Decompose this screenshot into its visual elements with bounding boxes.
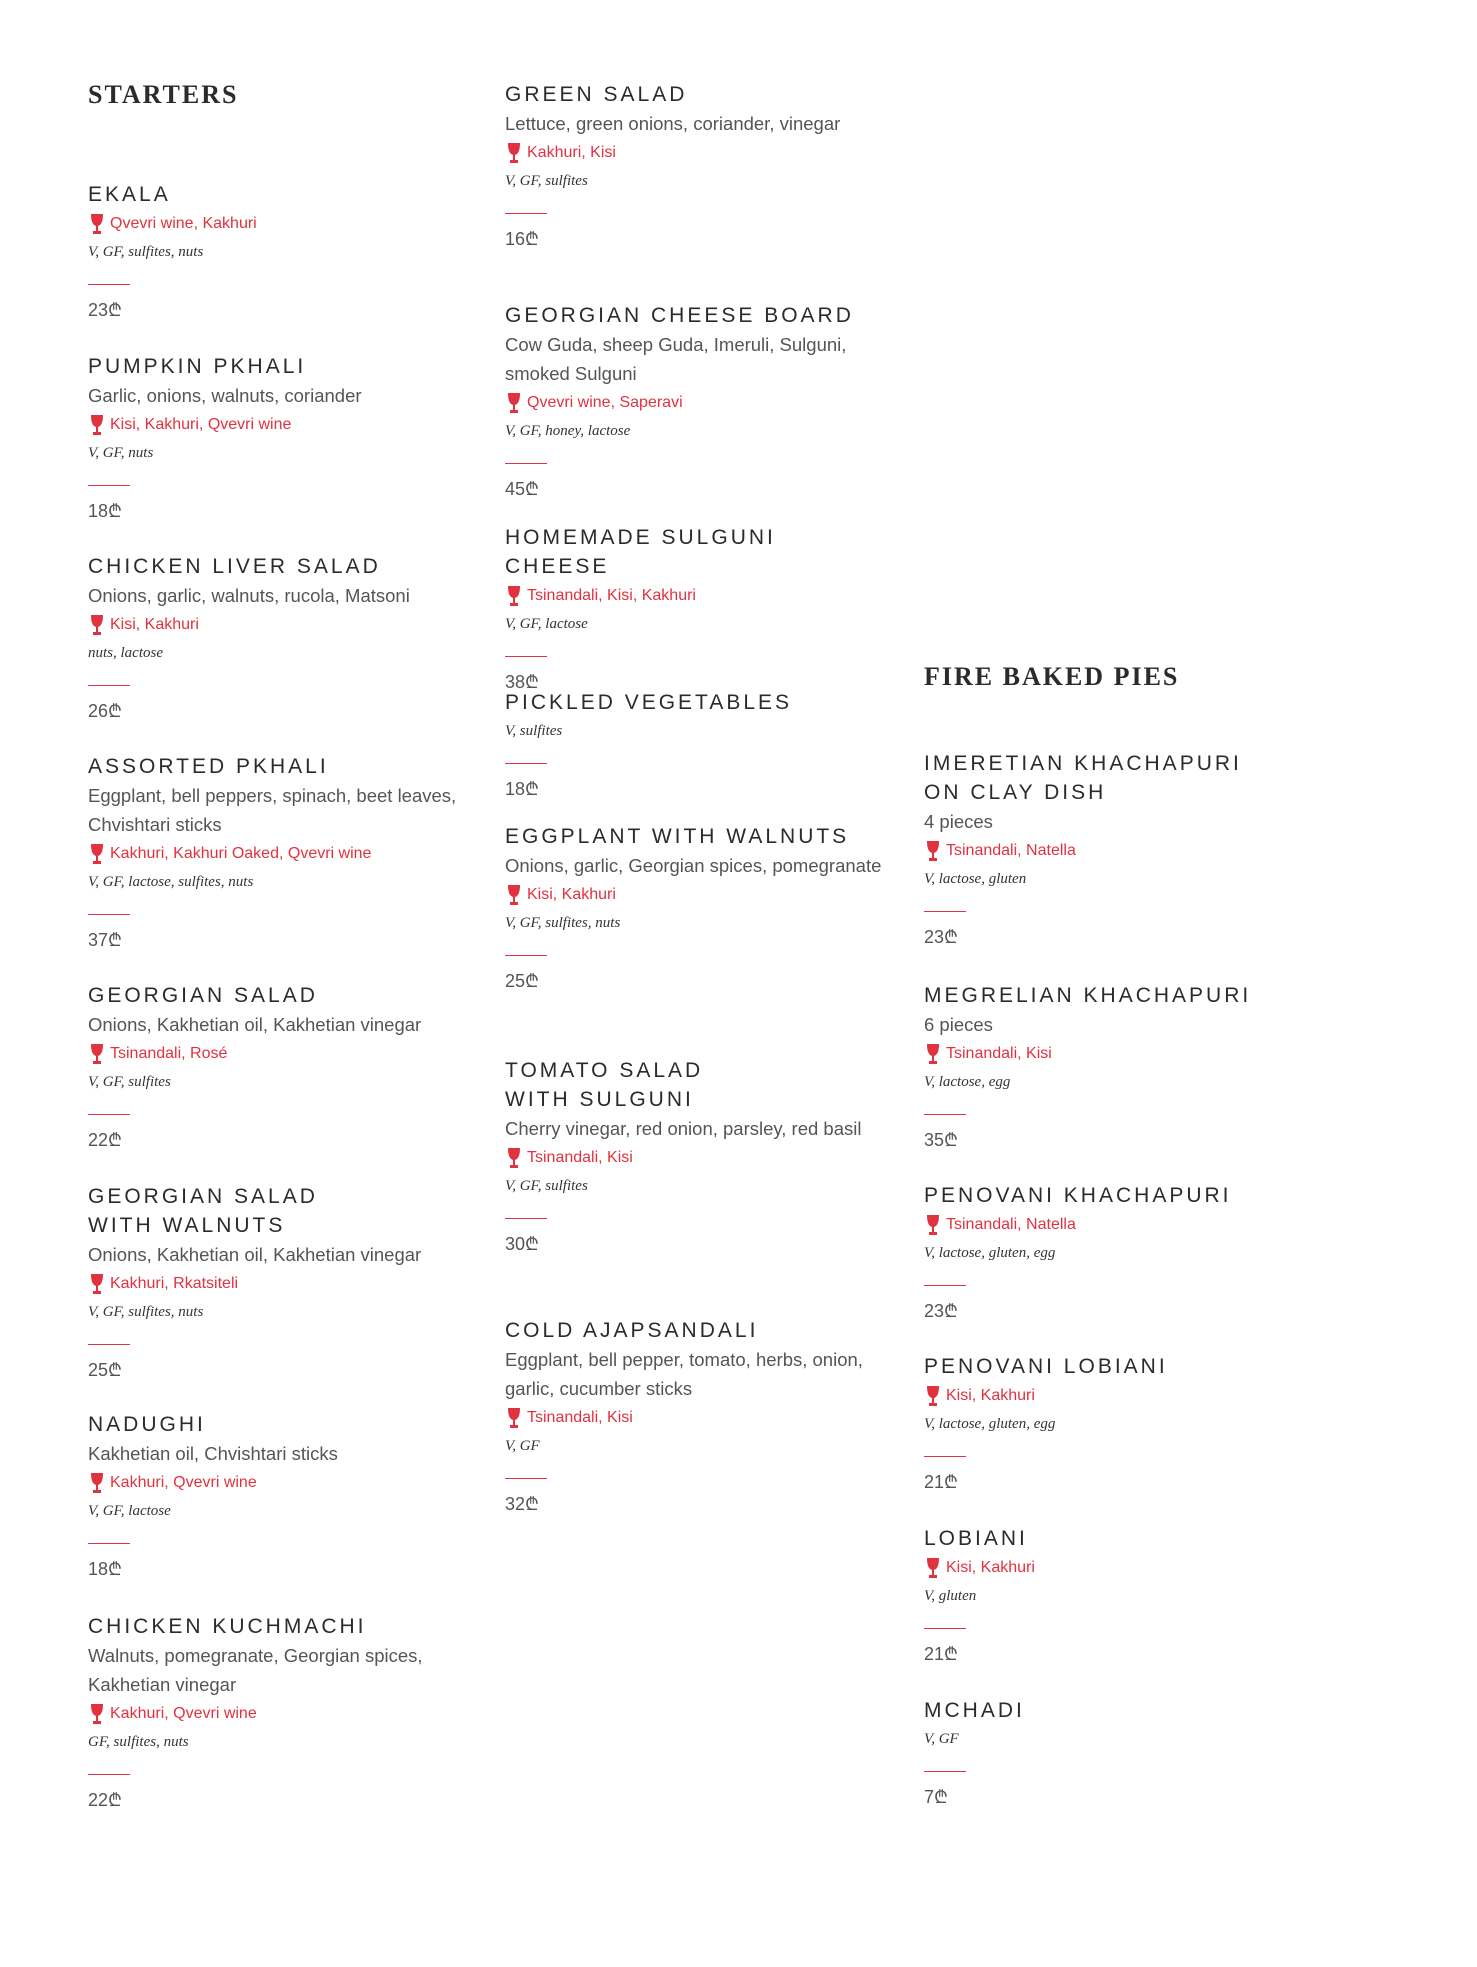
divider — [505, 1218, 547, 1219]
menu-item — [924, 1524, 1304, 1667]
menu-item — [505, 523, 885, 695]
menu-item-price: 18₾ — [88, 1559, 122, 1579]
wine-pairing-text: Kisi, Kakhuri, Qvevri wine — [110, 416, 292, 433]
menu-item-description: Onions, garlic, walnuts, rucola, Matsoni — [88, 585, 410, 606]
menu-item-name: MEGRELIAN KHACHAPURI — [924, 984, 1252, 1007]
dietary-info: V, GF, sulfites, nuts — [88, 1304, 204, 1320]
wine-pairing-text: Kisi, Kakhuri — [946, 1387, 1035, 1404]
menu-item-price: 22₾ — [88, 1130, 122, 1150]
wine-pairing-text: Tsinandali, Kisi — [946, 1045, 1052, 1062]
dietary-info: V, sulfites — [505, 723, 563, 739]
menu-item-name: IMERETIAN KHACHAPURI ON CLAY DISH — [924, 752, 1242, 804]
menu-item-name: NADUGHI — [88, 1413, 206, 1436]
wine-glass-icon — [924, 1214, 942, 1236]
wine-pairing — [505, 1403, 885, 1432]
wine-pairing-text: Kisi, Kakhuri — [110, 616, 199, 633]
menu-item — [88, 981, 458, 1153]
wine-pairing-text: Kakhuri, Kisi — [527, 144, 616, 161]
menu-item-price: 23₾ — [924, 927, 958, 947]
wine-glass-icon — [88, 843, 106, 865]
wine-pairing-text: Kakhuri, Rkatsiteli — [110, 1275, 239, 1292]
dietary-info: V, GF, lactose — [505, 616, 588, 632]
divider — [88, 1344, 130, 1345]
menu-item-name: GEORGIAN CHEESE BOARD — [505, 304, 854, 327]
menu-item-price: 21₾ — [924, 1644, 958, 1664]
wine-pairing — [924, 1553, 1304, 1582]
wine-glass-icon — [88, 1043, 106, 1065]
wine-pairing — [924, 1039, 1304, 1068]
wine-pairing-text: Qvevri wine, Kakhuri — [110, 215, 257, 232]
menu-item-description: 4 pieces — [924, 811, 993, 832]
section-title-fire-baked-pies: FIRE BAKED PIES — [924, 662, 1180, 691]
wine-glass-icon — [88, 1273, 106, 1295]
menu-item — [505, 688, 885, 802]
wine-pairing — [924, 1210, 1304, 1239]
divider — [88, 485, 130, 486]
menu-item-price: 16₾ — [505, 229, 539, 249]
wine-pairing-text: Tsinandali, Natella — [946, 1216, 1076, 1233]
divider — [924, 1285, 966, 1286]
menu-item — [505, 1056, 885, 1257]
menu-item-price: 25₾ — [505, 971, 539, 991]
menu-item-price: 37₾ — [88, 930, 122, 950]
menu-item-description: Onions, garlic, Georgian spices, pomegranate — [505, 855, 882, 876]
menu-item-name: CHICKEN KUCHMACHI — [88, 1615, 367, 1638]
wine-glass-icon — [505, 1147, 523, 1169]
menu-item-name: LOBIANI — [924, 1527, 1028, 1550]
divider — [88, 1114, 130, 1115]
menu-item-price: 23₾ — [88, 300, 122, 320]
divider — [88, 685, 130, 686]
divider — [924, 1771, 966, 1772]
dietary-info: V, lactose, gluten, egg — [924, 1245, 1056, 1261]
wine-pairing-text: Kakhuri, Qvevri wine — [110, 1474, 257, 1491]
menu-item-description: Onions, Kakhetian oil, Kakhetian vinegar — [88, 1244, 422, 1265]
dietary-info: V, lactose, gluten, egg — [924, 1416, 1056, 1432]
wine-pairing-text: Kisi, Kakhuri — [946, 1559, 1035, 1576]
menu-item-price: 18₾ — [88, 501, 122, 521]
wine-pairing-text: Tsinandali, Kisi, Kakhuri — [527, 587, 696, 604]
wine-glass-icon — [505, 142, 523, 164]
dietary-info: V, GF, sulfites, nuts — [505, 915, 621, 931]
menu-item-name: EKALA — [88, 183, 171, 206]
wine-glass-icon — [505, 392, 523, 414]
menu-item-description: Lettuce, green onions, coriander, vinegar — [505, 113, 841, 134]
dietary-info: V, lactose, egg — [924, 1074, 1011, 1090]
menu-item-price: 25₾ — [88, 1360, 122, 1380]
menu-item-name: MCHADI — [924, 1699, 1025, 1722]
dietary-info: V, GF, sulfites — [505, 1178, 588, 1194]
dietary-info: V, GF — [924, 1731, 959, 1747]
menu-item-description: Walnuts, pomegranate, Georgian spices, Kakhetian vinegar — [88, 1645, 423, 1695]
wine-pairing-text: Kisi, Kakhuri — [527, 886, 616, 903]
wine-glass-icon — [924, 840, 942, 862]
wine-pairing — [88, 1699, 458, 1728]
wine-pairing-text: Tsinandali, Rosé — [110, 1045, 228, 1062]
section-title-starters: STARTERS — [88, 80, 239, 109]
menu-item — [924, 1352, 1304, 1495]
menu-item — [505, 301, 885, 502]
menu-item-price: 23₾ — [924, 1301, 958, 1321]
menu-item — [88, 1182, 458, 1383]
menu-item-name: HOMEMADE SULGUNI CHEESE — [505, 526, 776, 578]
menu-item-description: Onions, Kakhetian oil, Kakhetian vinegar — [88, 1014, 422, 1035]
menu-item — [505, 822, 885, 994]
wine-pairing — [88, 1468, 458, 1497]
menu-item-name: ASSORTED PKHALI — [88, 755, 329, 778]
menu-item-description: Cherry vinegar, red onion, parsley, red basil — [505, 1118, 862, 1139]
wine-pairing — [505, 880, 885, 909]
wine-glass-icon — [505, 884, 523, 906]
wine-pairing-text: Tsinandali, Kisi — [527, 1149, 633, 1166]
menu-item-name: PENOVANI KHACHAPURI — [924, 1184, 1232, 1207]
menu-item-price: 32₾ — [505, 1494, 539, 1514]
divider — [88, 284, 130, 285]
divider — [505, 463, 547, 464]
menu-item-name: EGGPLANT WITH WALNUTS — [505, 825, 850, 848]
wine-pairing-text: Tsinandali, Natella — [946, 842, 1076, 859]
menu-item-name: COLD AJAPSANDALI — [505, 1319, 759, 1342]
menu-item — [88, 1612, 458, 1813]
divider — [505, 955, 547, 956]
menu-item-description: Garlic, onions, walnuts, coriander — [88, 385, 362, 406]
menu-item-name: GREEN SALAD — [505, 83, 688, 106]
wine-glass-icon — [924, 1385, 942, 1407]
wine-pairing-text: Qvevri wine, Saperavi — [527, 394, 683, 411]
wine-pairing-text: Kakhuri, Qvevri wine — [110, 1705, 257, 1722]
menu-item-price: 26₾ — [88, 701, 122, 721]
wine-pairing — [505, 138, 885, 167]
menu-item-price: 45₾ — [505, 479, 539, 499]
wine-glass-icon — [924, 1043, 942, 1065]
divider — [924, 1628, 966, 1629]
dietary-info: V, GF, sulfites — [88, 1074, 171, 1090]
menu-item-description: Kakhetian oil, Chvishtari sticks — [88, 1443, 338, 1464]
wine-pairing — [505, 388, 885, 417]
dietary-info: V, GF — [505, 1438, 540, 1454]
menu-item-description: 6 pieces — [924, 1014, 993, 1035]
menu-item-name: PICKLED VEGETABLES — [505, 691, 793, 714]
wine-glass-icon — [88, 1703, 106, 1725]
divider — [88, 1543, 130, 1544]
divider — [505, 656, 547, 657]
wine-glass-icon — [88, 1472, 106, 1494]
wine-pairing — [88, 1269, 458, 1298]
menu-item — [924, 1181, 1304, 1324]
dietary-info: V, GF, honey, lactose — [505, 423, 631, 439]
menu-item-name: GEORGIAN SALAD WITH WALNUTS — [88, 1185, 318, 1237]
dietary-info: V, GF, lactose, sulfites, nuts — [88, 874, 254, 890]
wine-glass-icon — [505, 585, 523, 607]
wine-pairing-text: Tsinandali, Kisi — [527, 1409, 633, 1426]
menu-item — [88, 552, 458, 724]
menu-item — [88, 752, 458, 953]
divider — [924, 911, 966, 912]
divider — [924, 1456, 966, 1457]
wine-pairing — [505, 1143, 885, 1172]
divider — [505, 1478, 547, 1479]
wine-pairing — [88, 410, 458, 439]
menu-item-price: 38₾ — [505, 672, 539, 692]
menu-item-price: 21₾ — [924, 1472, 958, 1492]
dietary-info: V, GF, lactose — [88, 1503, 171, 1519]
wine-glass-icon — [88, 213, 106, 235]
dietary-info: GF, sulfites, nuts — [88, 1734, 189, 1750]
wine-glass-icon — [505, 1407, 523, 1429]
menu-item-price: 7₾ — [924, 1787, 948, 1807]
wine-glass-icon — [924, 1557, 942, 1579]
divider — [88, 914, 130, 915]
menu-item-description: Eggplant, bell peppers, spinach, beet leaves, Chvishtari sticks — [88, 785, 457, 835]
menu-item-price: 30₾ — [505, 1234, 539, 1254]
menu-item — [88, 1410, 458, 1582]
divider — [505, 213, 547, 214]
menu-item-name: PENOVANI LOBIANI — [924, 1355, 1168, 1378]
menu-item — [924, 1696, 1304, 1810]
dietary-info: V, GF, sulfites, nuts — [88, 244, 204, 260]
menu-item-name: CHICKEN LIVER SALAD — [88, 555, 381, 578]
divider — [924, 1114, 966, 1115]
wine-pairing — [88, 839, 458, 868]
wine-pairing — [505, 581, 885, 610]
menu-item — [88, 352, 458, 524]
menu-item-description: Eggplant, bell pepper, tomato, herbs, onion, garlic, cucumber sticks — [505, 1349, 863, 1399]
menu-item-name: GEORGIAN SALAD — [88, 984, 318, 1007]
wine-glass-icon — [88, 614, 106, 636]
menu-item-price: 35₾ — [924, 1130, 958, 1150]
menu-item-price: 22₾ — [88, 1790, 122, 1810]
dietary-info: V, GF, nuts — [88, 445, 154, 461]
divider — [88, 1774, 130, 1775]
menu-item — [924, 981, 1304, 1153]
menu-item — [505, 80, 885, 252]
dietary-info: V, lactose, gluten — [924, 871, 1027, 887]
dietary-info: V, GF, sulfites — [505, 173, 588, 189]
wine-pairing — [88, 1039, 458, 1068]
menu-item — [924, 749, 1304, 950]
wine-pairing-text: Kakhuri, Kakhuri Oaked, Qvevri wine — [110, 845, 372, 862]
dietary-info: V, gluten — [924, 1588, 977, 1604]
wine-pairing — [88, 610, 458, 639]
menu-item-name: PUMPKIN PKHALI — [88, 355, 307, 378]
menu-item-description: Cow Guda, sheep Guda, Imeruli, Sulguni, smoked Sulguni — [505, 334, 847, 384]
dietary-info: nuts, lactose — [88, 645, 163, 661]
menu-item-price: 18₾ — [505, 779, 539, 799]
menu-item-name: TOMATO SALAD WITH SULGUNI — [505, 1059, 704, 1111]
wine-glass-icon — [88, 414, 106, 436]
divider — [505, 763, 547, 764]
wine-pairing — [88, 209, 458, 238]
menu-item — [505, 1316, 885, 1517]
wine-pairing — [924, 1381, 1304, 1410]
menu-item — [88, 180, 458, 323]
wine-pairing — [924, 836, 1304, 865]
